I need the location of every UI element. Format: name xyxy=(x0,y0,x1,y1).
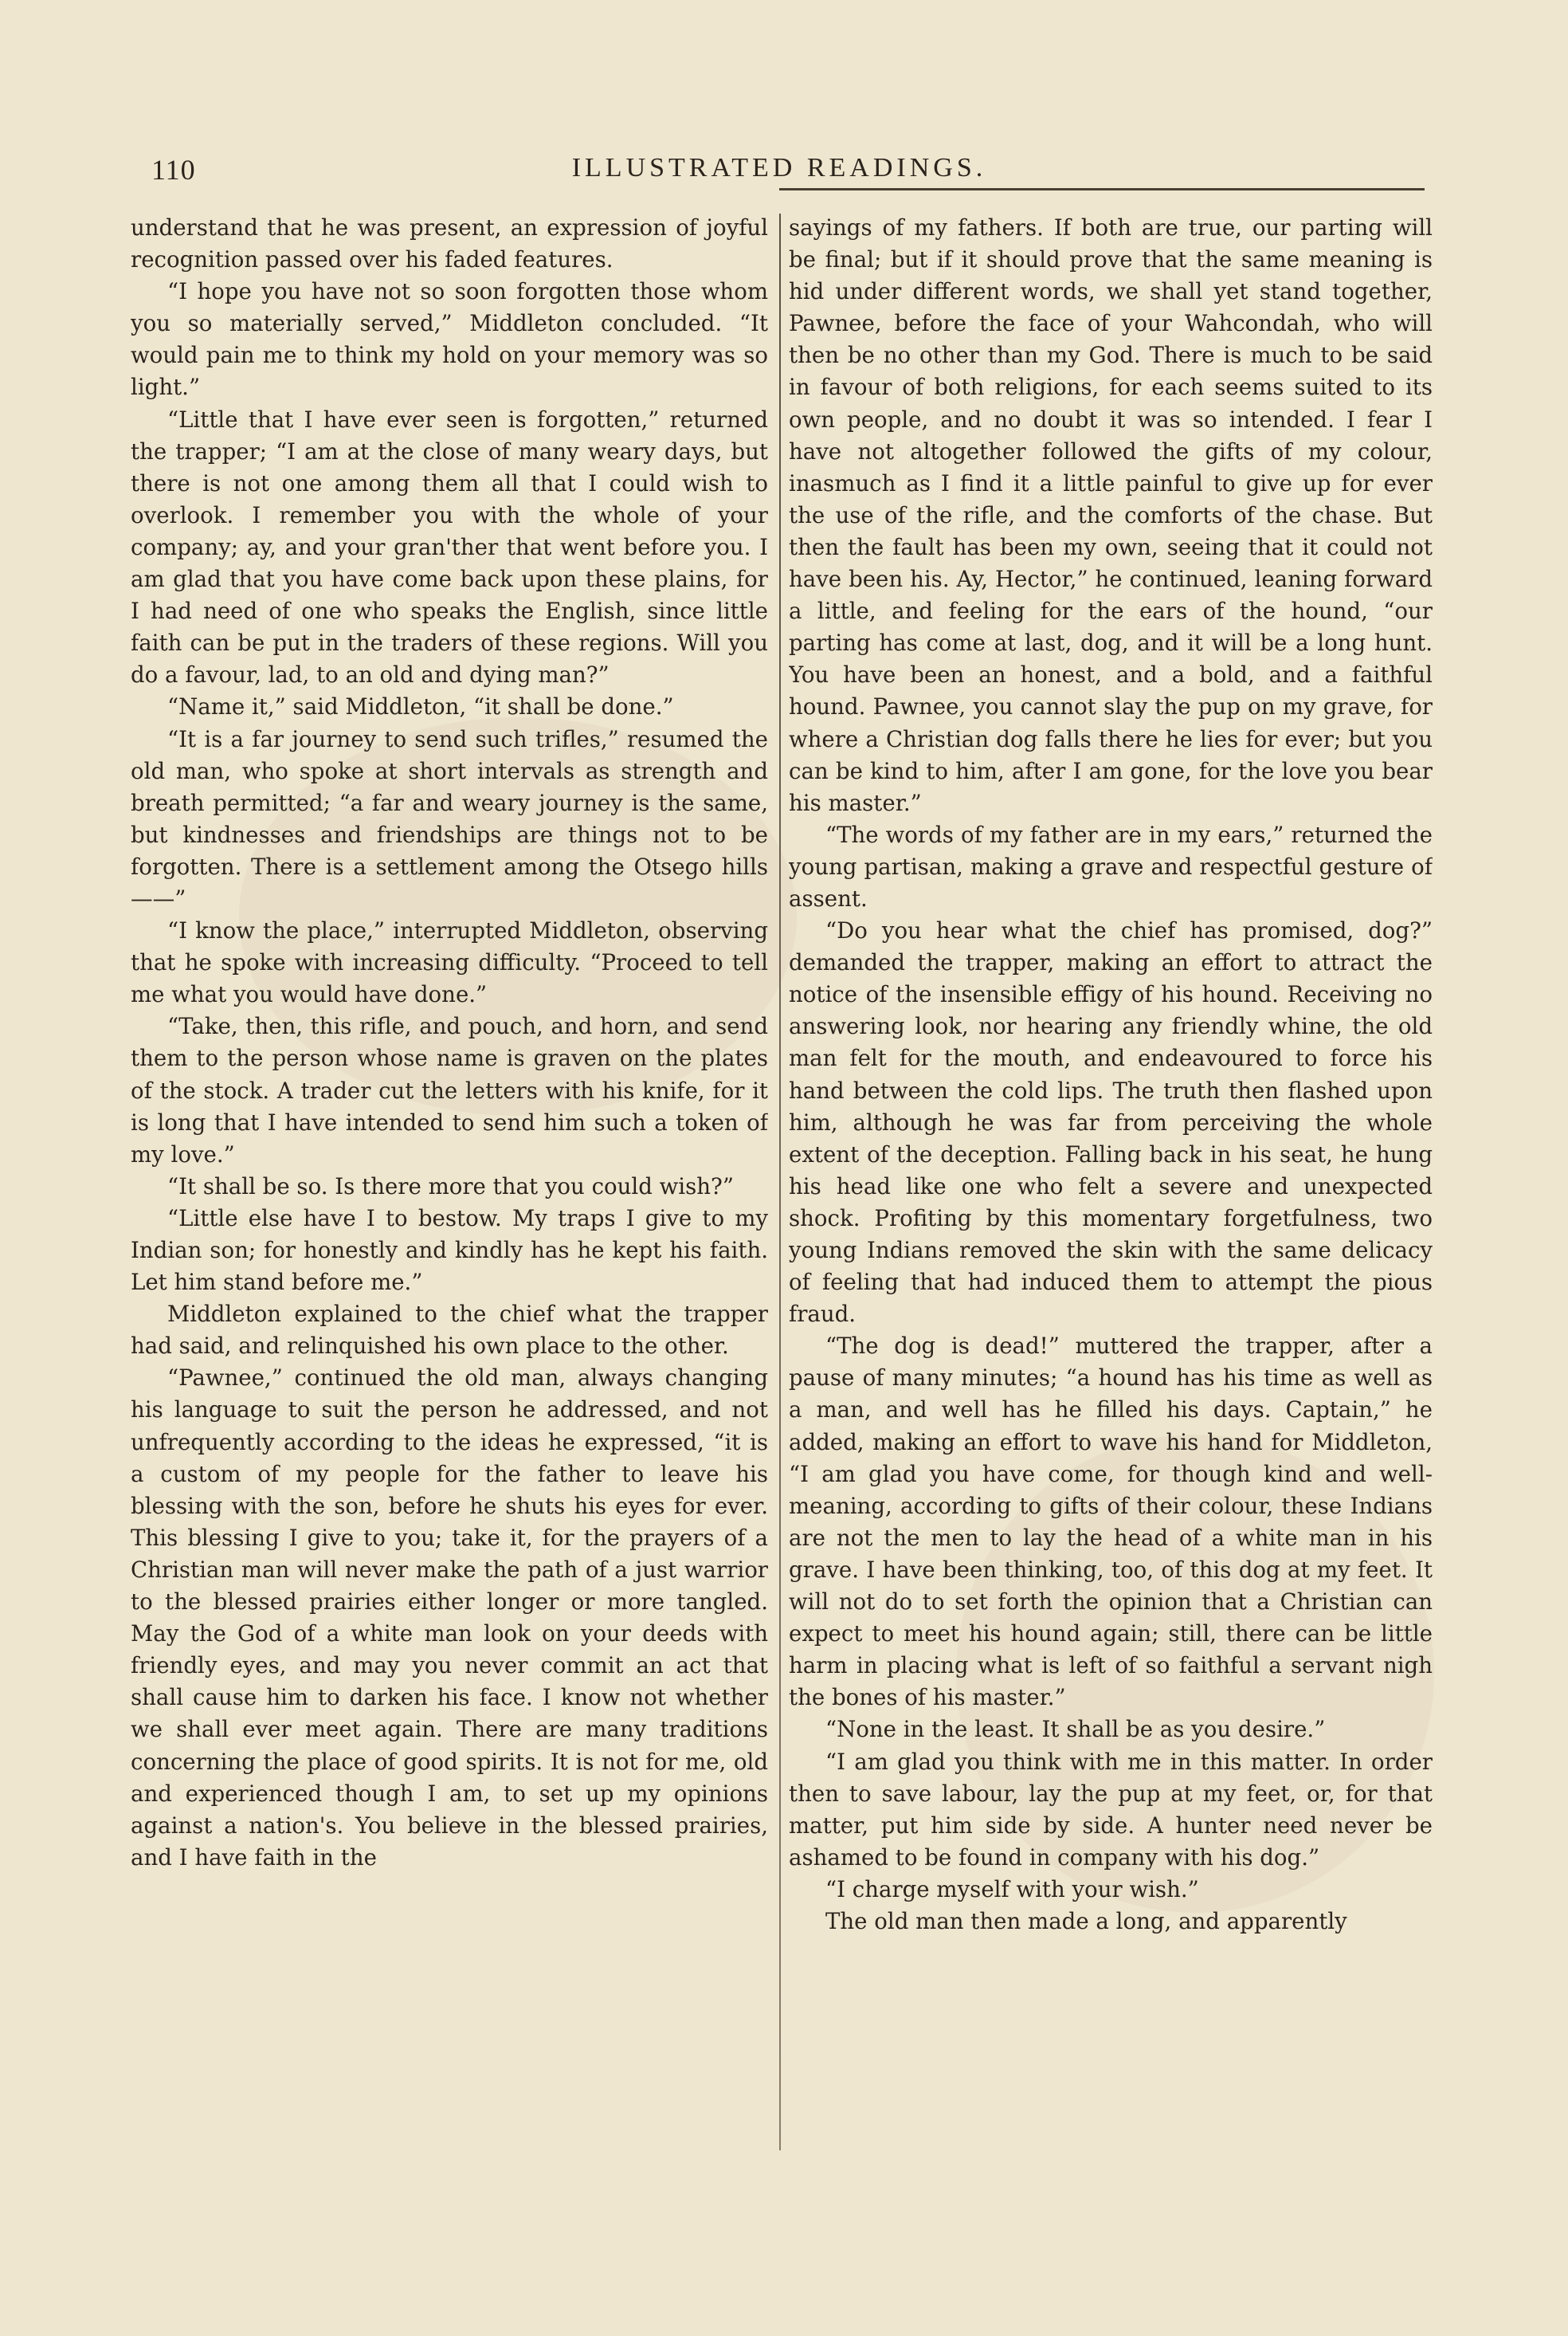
paragraph: “Take, then, this rifle, and pouch, and horn, and send them to the person whose name is graven on the plates of the stock. A trader cut the letters with his knife, for it is long that I have intended to send him such a token of my love.” xyxy=(131,1013,768,1168)
paragraph: “Little that I have ever seen is forgotten,” returned the trapper; “I am at the close of many weary days, but there is not one among them all that I could wish to overlook. I remember you with the whole of your company; ay, and your gran'ther that went before you. I am glad that you have come back upon these plains, for I had need of one who speaks the English, since little faith can be put in the traders of these regions. Will you do a favour, lad, to an old and dying man?” xyxy=(131,406,768,689)
right-column xyxy=(789,212,1433,2173)
paragraph: “It is a far journey to send such trifles,” resumed the old man, who spoke at short intervals as strength and breath permitted; “a far and weary journey is the same, but kindnesses and friendships are things not to be forgotten. There is a settlement among the Otsego hills——” xyxy=(131,725,768,912)
header-rule xyxy=(779,188,1425,190)
paragraph: “The words of my father are in my ears,” returned the young partisan, making a grave and respectful gesture of assent. xyxy=(789,821,1433,912)
paragraph: “I am glad you think with me in this matter. In order then to save labour, lay the pup at my feet, or, for that matter, put him side by side. A hunter need never be ashamed to be found in company with his dog.” xyxy=(789,1748,1433,1871)
paragraph: “I hope you have not so soon forgotten those whom you so materially served,” Middleton concluded. “It would pain me to think my hold on your memory was so light.” xyxy=(131,278,768,401)
paragraph: “I charge myself with your wish.” xyxy=(825,1875,1199,1902)
paragraph: “Little else have I to bestow. My traps I give to my Indian son; for honestly and kindly has he kept his faith. Let him stand before me.” xyxy=(131,1204,768,1296)
paragraph: The old man then made a long, and apparently xyxy=(825,1907,1347,1934)
paragraph: Middleton explained to the chief what the trapper had said, and relinquished his own place to the other. xyxy=(131,1301,768,1360)
paragraph: “It shall be so. Is there more that you could wish?” xyxy=(167,1172,734,1199)
paragraph: “I know the place,” interrupted Middleton, observing that he spoke with increasing difficulty. “Proceed to tell me what you would have done.” xyxy=(131,917,768,1008)
paragraph: “Do you hear what the chief has promised, dog?” demanded the trapper, making an effort to attract the notice of the insensible effigy of his hound. Receiving no answering look, nor hearing any friendly whine, the old man felt for the mouth, and endeavoured to force his hand between the cold lips. The truth then flashed upon him, although he was far from perceiving the whole extent of the deception. Falling back in his seat, he hung his head like one who felt a severe and unexpected shock. Profiting by this momentary forgetfulness, two young Indians removed the skin with the same delicacy of feeling that had induced them to attempt the pious fraud. xyxy=(789,917,1433,1328)
paragraph: understand that he was present, an expression of joyful recognition passed over his faded features. xyxy=(131,214,768,273)
paragraph: “The dog is dead!” muttered the trapper, after a pause of many minutes; “a hound has his time as well as a man, and well has he filled his days. Captain,” he added, making an effort to wave his hand for Middleton, “I am glad you have come, for though kind and well-meaning, according to gifts of their colour, these Indians are not the men to lay the head of a white man in his grave. I have been thinking, too, of this dog at my feet. It will not do to set forth the opinion that a Christian can expect to meet his hound again; still, there can be little harm in placing what is left of so faithful a servant nigh the bones of his master.” xyxy=(789,1333,1433,1711)
paragraph: “Pawnee,” continued the old man, always changing his language to suit the person he addressed, and not unfrequently according to the ideas he expressed, “it is a custom of my people for the father to leave his blessing with the son, before he shuts his eyes for ever. This blessing I give to you; take it, for the prayers of a Christian man will never make the path of a just warrior to the blessed prairies either longer or more tangled. May the God of a white man look on your deeds with friendly eyes, and may you never commit an act that shall cause him to darken his face. I know not whether we shall ever meet again. There are many traditions concerning the place of good spirits. It is not for me, old and experienced though I am, to set up my opinions against a nation's. You believe in the blessed prairies, and I have faith in the xyxy=(131,1364,768,1871)
page-number: 110 xyxy=(151,154,196,186)
paragraph: “Name it,” said Middleton, “it shall be done.” xyxy=(167,693,674,720)
column-divider xyxy=(779,214,781,2150)
running-title: ILLUSTRATED READINGS. xyxy=(571,153,987,183)
paragraph: “None in the least. It shall be as you desire.” xyxy=(825,1716,1326,1743)
left-column xyxy=(131,212,768,2173)
paragraph: sayings of my fathers. If both are true, our parting will be final; but if it should prove that the same meaning is hid under different words, we shall yet stand together, Pawnee, before the face of your Wahcondah, who will then be no other than my God. There is much to be said in favour of both religions, for each seems suited to its own people, and no doubt it was so intended. I fear I have not altogether followed the gifts of my colour, inasmuch as I find it a little painful to give up for ever the use of the rifle, and the comforts of the chase. But then the fault has been my own, seeing that it could not have been his. Ay, Hector,” he continued, leaning forward a little, and feeling for the ears of the hound, “our parting has come at last, dog, and it will be a long hunt. You have been an honest, and a bold, and a faithful hound. Pawnee, you cannot slay the pup on my grave, for where a Christian dog falls there he lies for ever; but you can be kind to him, after I am gone, for the love you bear his master.” xyxy=(789,214,1433,816)
page-header xyxy=(134,151,1425,188)
